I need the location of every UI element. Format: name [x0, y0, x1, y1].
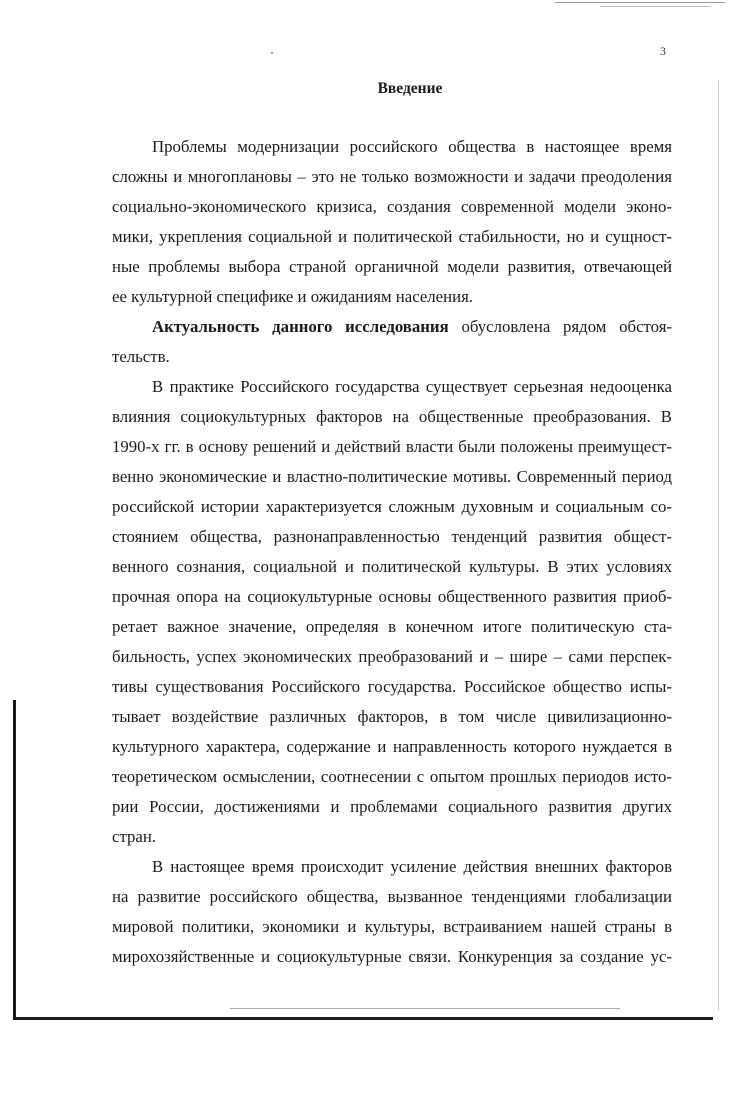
page-number: 3 [660, 44, 666, 58]
text-line: тивы существования Российского государства. Российское общество испы- [112, 677, 672, 696]
scan-edge-right [718, 80, 719, 1010]
text-line: культурного характера, содержание и направленность которого нуждается в [112, 737, 672, 756]
text-line: мирохозяйственные и социокультурные связи. Конкуренция за создание ус- [112, 947, 672, 966]
body-text [112, 132, 672, 972]
text-line: тывает воздействие различных факторов, в том числе цивилизационно- [112, 707, 672, 726]
text-line: социально-экономического кризиса, создания современной модели эконо- [112, 197, 672, 216]
text-line: венного сознания, социальной и политической культуры. В этих условиях [112, 557, 672, 576]
text-line: стоянием общества, разнонаправленностью тенденций развития общест- [112, 527, 672, 546]
text-line: В практике Российского государства существует серьезная недооценка [152, 377, 672, 396]
scan-edge-left [13, 700, 16, 1020]
text-line: бильность, успех экономических преобразований и – шире – сами перспек- [112, 647, 672, 666]
text-line: сложны и многоплановы – это не только возможности и задачи преодоления [112, 167, 672, 186]
emphasis-text: Актуальность данного исследования [152, 317, 449, 336]
scan-rule-top-secondary [600, 6, 710, 7]
text-line: мировой политики, экономики и культуры, встраиванием нашей страны в [112, 917, 672, 936]
text-line: стран. [112, 827, 157, 846]
text-line [112, 312, 672, 342]
text-line: тельств. [112, 347, 170, 366]
text-line: мики, укрепления социальной и политической стабильности, но и сущност- [112, 227, 672, 246]
text-line: влияния социокультурных факторов на общественные преобразования. В [112, 407, 672, 426]
scan-edge-bottom [13, 1017, 713, 1020]
text-line: венно экономические и властно-политические мотивы. Современный период [112, 467, 672, 486]
text-span: обусловлена рядом обстоя- [448, 317, 673, 336]
text-line: ее культурной специфике и ожиданиям населения. [112, 287, 473, 306]
scan-speck [271, 52, 273, 54]
text-line: российской истории характеризуется сложным духовным и социальным со- [112, 497, 672, 516]
scan-rule-top [555, 2, 725, 3]
text-line: на развитие российского общества, вызванное тенденциями глобализации [112, 887, 672, 906]
text-line: 1990-х гг. в основу решений и действий власти были положены преимущест- [112, 437, 672, 456]
scan-rule-bottom [230, 1008, 620, 1009]
text-line: рии России, достижениями и проблемами социального развития других [112, 797, 672, 816]
text-line: ретает важное значение, определяя в конечном итоге политическую ста- [112, 617, 672, 636]
text-line: теоретическом осмыслении, соотнесении с опытом прошлых периодов исто- [112, 767, 672, 786]
section-title: Введение [377, 80, 443, 97]
text-line: прочная опора на социокультурные основы общественного развития приоб- [112, 587, 672, 606]
text-line: В настоящее время происходит усиление действия внешних факторов [152, 857, 672, 876]
text-line: ные проблемы выбора страной органичной модели развития, отвечающей [112, 257, 672, 276]
text-line: Проблемы модернизации российского общества в настоящее время [152, 137, 672, 156]
